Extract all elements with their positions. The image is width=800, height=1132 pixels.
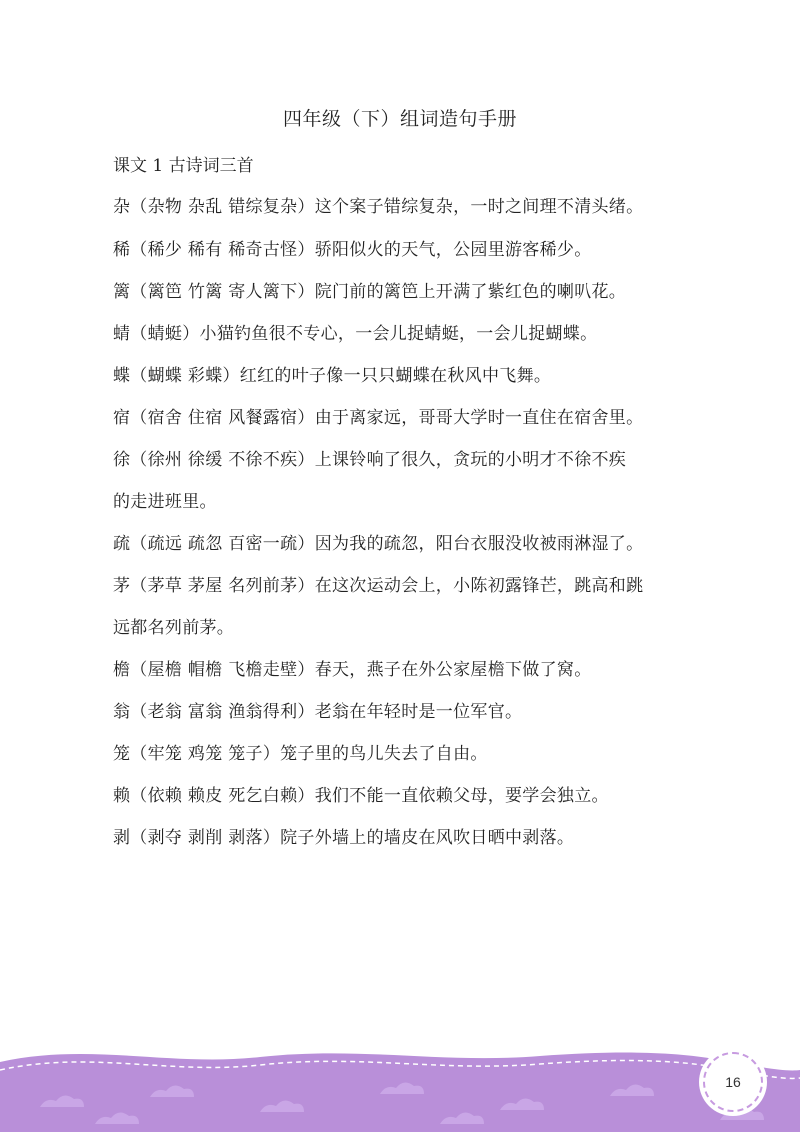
text-line: 杂（杂物 杂乱 错综复杂）这个案子错综复杂，一时之间理不清头绪。 bbox=[113, 197, 644, 217]
text-line: 翁（老翁 富翁 渔翁得利）老翁在年轻时是一位军官。 bbox=[113, 702, 523, 722]
text-line: 檐（屋檐 帽檐 飞檐走壁）春天，燕子在外公家屋檐下做了窝。 bbox=[113, 660, 592, 680]
lesson-heading: 课文 1 古诗词三首 bbox=[113, 156, 254, 176]
text-line: 疏（疏远 疏忽 百密一疏）因为我的疏忽，阳台衣服没收被雨淋湿了。 bbox=[113, 534, 644, 554]
text-line: 蝶（蝴蝶 彩蝶）红红的叶子像一只只蝴蝶在秋风中飞舞。 bbox=[113, 366, 552, 386]
text-line: 宿（宿舍 住宿 风餐露宿）由于离家远，哥哥大学时一直住在宿舍里。 bbox=[113, 408, 644, 428]
text-line: 赖（依赖 赖皮 死乞白赖）我们不能一直依赖父母，要学会独立。 bbox=[113, 786, 609, 806]
page-title: 四年级（下）组词造句手册 bbox=[282, 108, 517, 130]
footer-wave-decoration bbox=[0, 1012, 800, 1132]
text-line: 徐（徐州 徐缓 不徐不疾）上课铃响了很久，贪玩的小明才不徐不疾 bbox=[113, 450, 627, 470]
text-line: 笼（牢笼 鸡笼 笼子）笼子里的鸟儿失去了自由。 bbox=[113, 744, 488, 764]
text-line: 篱（篱笆 竹篱 寄人篱下）院门前的篱笆上开满了紫红色的喇叭花。 bbox=[113, 282, 627, 302]
page-number-badge bbox=[703, 1052, 763, 1112]
text-line: 茅（茅草 茅屋 名列前茅）在这次运动会上，小陈初露锋芒，跳高和跳 bbox=[113, 576, 644, 596]
text-line: 剥（剥夺 剥削 剥落）院子外墙上的墙皮在风吹日晒中剥落。 bbox=[113, 828, 575, 848]
text-line: 远都名列前茅。 bbox=[113, 618, 235, 638]
text-line: 蜻（蜻蜓）小猫钓鱼很不专心，一会儿捉蜻蜓，一会儿捉蝴蝶。 bbox=[113, 324, 598, 344]
page-number: 16 bbox=[725, 1074, 741, 1090]
text-line: 稀（稀少 稀有 稀奇古怪）骄阳似火的天气，公园里游客稀少。 bbox=[113, 240, 592, 260]
text-line: 的走进班里。 bbox=[113, 492, 217, 512]
